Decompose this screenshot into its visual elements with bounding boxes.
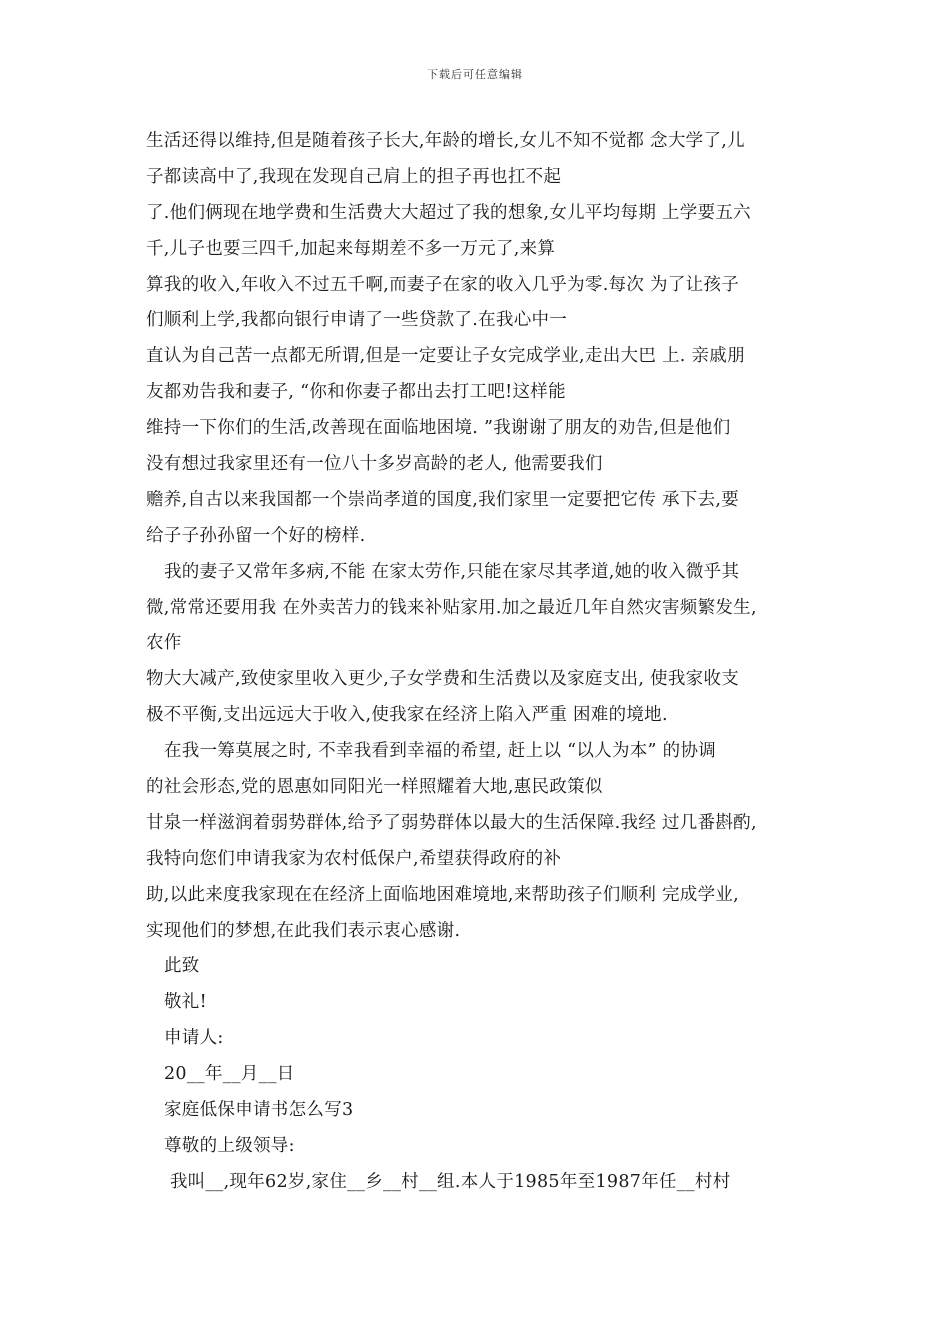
text-line: 我叫__,现年62岁,家住__乡__村__组.本人于1985年至1987年任__村村	[164, 1171, 731, 1192]
paragraph-start-line: 在我一筹莫展之时, 不幸我看到幸福的希望, 赶上以 “以人为本” 的协调	[164, 741, 717, 762]
page-header: 下载后可任意编辑	[427, 68, 523, 81]
text-line: 赡养,自古以来我国都一个崇尚孝道的国度,我们家里一定要把它传 承下去,要	[146, 489, 740, 510]
text-line: 们顺利上学,我都向银行申请了一些贷款了.在我心中一	[146, 310, 568, 331]
text-line: 极不平衡,支出远远大于收入,使我家在经济上陷入严重 困难的境地.	[146, 705, 668, 726]
date-line: 20__年__月__日	[164, 1064, 295, 1085]
text-line: 千,儿子也要三四千,加起来每期差不多一万元了,来算	[146, 238, 556, 259]
paragraph-start-line: 我的妻子又常年多病,不能 在家太劳作,只能在家尽其孝道,她的收入微乎其	[164, 561, 740, 582]
text-line: 实现他们的梦想,在此我们表示衷心感谢.	[146, 920, 461, 941]
text-line: 了.他们俩现在地学费和生活费大大超过了我的想象,女儿平均每期 上学要五六	[146, 202, 751, 223]
text-line: 友都劝告我和妻子, “你和你妻子都出去打工吧!这样能	[146, 382, 566, 403]
closing-respect: 敬礼!	[164, 992, 207, 1013]
text-line: 算我的收入,年收入不过五千啊,而妻子在家的收入几乎为零.每次 为了让孩子	[146, 274, 740, 295]
text-line: 农作	[146, 633, 182, 654]
closing-salutation: 此致	[164, 956, 200, 977]
text-line: 我特向您们申请我家为农村低保户,希望获得政府的补	[146, 848, 562, 869]
text-line: 子都读高中了,我现在发现自己肩上的担子再也扛不起	[146, 166, 562, 187]
text-line: 直认为自己苦一点都无所谓,但是一定要让子女完成学业,走出大巴 上. 亲戚朋	[146, 346, 745, 367]
text-line: 维持一下你们的生活,改善现在面临地困境. ”我谢谢了朋友的劝告,但是他们	[146, 418, 731, 439]
text-line: 给子子孙孙留一个好的榜样.	[146, 525, 366, 546]
text-line: 物大大减产,致使家里收入更少,子女学费和生活费以及家庭支出, 使我家收支	[146, 669, 740, 690]
text-line: 没有想过我家里还有一位八十多岁高龄的老人, 他需要我们	[146, 454, 603, 475]
text-line: 甘泉一样滋润着弱势群体,给予了弱势群体以最大的生活保障.我经 过几番斟酌,	[146, 812, 757, 833]
text-line: 微,常常还要用我 在外卖苦力的钱来补贴家用.加之最近几年自然灾害频繁发生,	[146, 597, 757, 618]
text-line: 的社会形态,党的恩惠如同阳光一样照耀着大地,惠民政策似	[146, 777, 603, 798]
applicant-label: 申请人:	[164, 1028, 224, 1049]
text-line: 生活还得以维持,但是随着孩子长大,年龄的增长,女儿不知不觉都 念大学了,儿	[146, 131, 745, 151]
text-line: 助,以此来度我家现在在经济上面临地困难境地,来帮助孩子们顺利 完成学业,	[146, 884, 740, 905]
section-title: 家庭低保申请书怎么写3	[164, 1100, 354, 1121]
greeting-line: 尊敬的上级领导:	[164, 1135, 295, 1156]
document-body	[146, 124, 826, 1201]
